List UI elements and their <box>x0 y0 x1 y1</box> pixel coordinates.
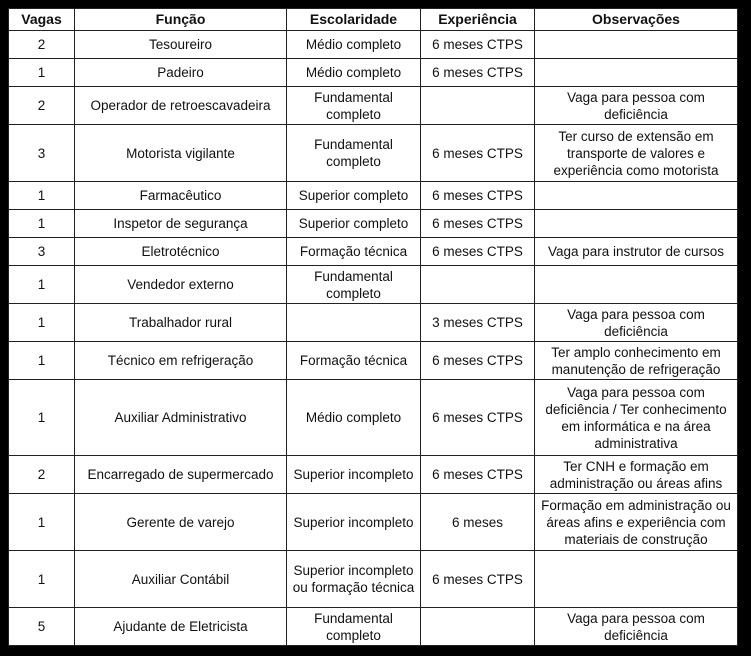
cell-vagas: 1 <box>9 380 75 456</box>
table-row <box>9 266 738 304</box>
cell-observacoes: Ter curso de extensão em transporte de valores e experiência como motorista <box>535 125 738 182</box>
table-row <box>9 31 738 59</box>
cell-observacoes <box>535 551 738 608</box>
cell-experiencia <box>421 608 535 646</box>
cell-vagas: 2 <box>9 87 75 125</box>
cell-experiencia: 6 meses CTPS <box>421 125 535 182</box>
cell-experiencia: 6 meses CTPS <box>421 342 535 380</box>
cell-observacoes <box>535 31 738 59</box>
cell-vagas: 1 <box>9 304 75 342</box>
table-row <box>9 342 738 380</box>
cell-funcao: Vendedor externo <box>75 266 287 304</box>
table-row <box>9 551 738 608</box>
cell-escolaridade: Médio completo <box>287 31 421 59</box>
cell-escolaridade: Fundamental completo <box>287 125 421 182</box>
cell-escolaridade: Superior incompleto <box>287 494 421 551</box>
cell-escolaridade: Formação técnica <box>287 342 421 380</box>
cell-funcao: Padeiro <box>75 59 287 87</box>
cell-experiencia: 6 meses CTPS <box>421 380 535 456</box>
cell-experiencia: 6 meses CTPS <box>421 182 535 210</box>
cell-funcao: Motorista vigilante <box>75 125 287 182</box>
header-observacoes: Observações <box>535 9 738 31</box>
cell-funcao: Técnico em refrigeração <box>75 342 287 380</box>
cell-vagas: 3 <box>9 125 75 182</box>
table-row <box>9 304 738 342</box>
cell-observacoes: Vaga para pessoa com deficiência / Ter conhecimento em informática e na área administrativa <box>535 380 738 456</box>
cell-observacoes: Ter amplo conhecimento em manutenção de refrigeração <box>535 342 738 380</box>
cell-funcao: Operador de retroescavadeira <box>75 87 287 125</box>
cell-experiencia: 6 meses <box>421 494 535 551</box>
table-row <box>9 87 738 125</box>
cell-observacoes: Ter CNH e formação em administração ou áreas afins <box>535 456 738 494</box>
cell-experiencia <box>421 87 535 125</box>
cell-vagas: 1 <box>9 342 75 380</box>
table-row <box>9 210 738 238</box>
cell-observacoes <box>535 210 738 238</box>
cell-escolaridade: Fundamental completo <box>287 266 421 304</box>
cell-escolaridade: Superior completo <box>287 182 421 210</box>
cell-escolaridade <box>287 304 421 342</box>
cell-observacoes <box>535 182 738 210</box>
job-openings-table <box>8 8 738 646</box>
cell-funcao: Ajudante de Eletricista <box>75 608 287 646</box>
cell-funcao: Tesoureiro <box>75 31 287 59</box>
table-row <box>9 182 738 210</box>
table-row <box>9 125 738 182</box>
cell-funcao: Auxiliar Administrativo <box>75 380 287 456</box>
cell-vagas: 1 <box>9 551 75 608</box>
table-header-row <box>9 9 738 31</box>
cell-vagas: 2 <box>9 456 75 494</box>
cell-escolaridade: Fundamental completo <box>287 87 421 125</box>
cell-observacoes <box>535 266 738 304</box>
header-experiencia: Experiência <box>421 9 535 31</box>
cell-observacoes: Vaga para pessoa com deficiência <box>535 87 738 125</box>
cell-funcao: Trabalhador rural <box>75 304 287 342</box>
cell-vagas: 1 <box>9 494 75 551</box>
cell-funcao: Auxiliar Contábil <box>75 551 287 608</box>
table-row <box>9 380 738 456</box>
table-row <box>9 456 738 494</box>
cell-funcao: Eletrotécnico <box>75 238 287 266</box>
cell-observacoes: Vaga para pessoa com deficiência <box>535 608 738 646</box>
cell-escolaridade: Superior incompleto <box>287 456 421 494</box>
cell-funcao: Gerente de varejo <box>75 494 287 551</box>
header-escolaridade: Escolaridade <box>287 9 421 31</box>
cell-vagas: 3 <box>9 238 75 266</box>
cell-escolaridade: Superior incompleto ou formação técnica <box>287 551 421 608</box>
cell-escolaridade: Médio completo <box>287 380 421 456</box>
cell-experiencia: 6 meses CTPS <box>421 238 535 266</box>
cell-vagas: 5 <box>9 608 75 646</box>
cell-observacoes: Formação em administração ou áreas afins e experiência com materiais de construção <box>535 494 738 551</box>
cell-observacoes <box>535 59 738 87</box>
cell-experiencia <box>421 266 535 304</box>
table-row <box>9 238 738 266</box>
cell-experiencia: 6 meses CTPS <box>421 31 535 59</box>
cell-escolaridade: Superior completo <box>287 210 421 238</box>
cell-funcao: Inspetor de segurança <box>75 210 287 238</box>
cell-vagas: 1 <box>9 59 75 87</box>
cell-experiencia: 6 meses CTPS <box>421 551 535 608</box>
cell-observacoes: Vaga para pessoa com deficiência <box>535 304 738 342</box>
header-vagas: Vagas <box>9 9 75 31</box>
cell-observacoes: Vaga para instrutor de cursos <box>535 238 738 266</box>
table-row <box>9 494 738 551</box>
cell-experiencia: 3 meses CTPS <box>421 304 535 342</box>
cell-vagas: 1 <box>9 210 75 238</box>
cell-escolaridade: Médio completo <box>287 59 421 87</box>
cell-experiencia: 6 meses CTPS <box>421 456 535 494</box>
header-funcao: Função <box>75 9 287 31</box>
cell-funcao: Encarregado de supermercado <box>75 456 287 494</box>
cell-escolaridade: Fundamental completo <box>287 608 421 646</box>
cell-vagas: 1 <box>9 266 75 304</box>
table-row <box>9 608 738 646</box>
cell-funcao: Farmacêutico <box>75 182 287 210</box>
cell-experiencia: 6 meses CTPS <box>421 59 535 87</box>
cell-escolaridade: Formação técnica <box>287 238 421 266</box>
cell-vagas: 2 <box>9 31 75 59</box>
cell-vagas: 1 <box>9 182 75 210</box>
table-row <box>9 59 738 87</box>
cell-experiencia: 6 meses CTPS <box>421 210 535 238</box>
